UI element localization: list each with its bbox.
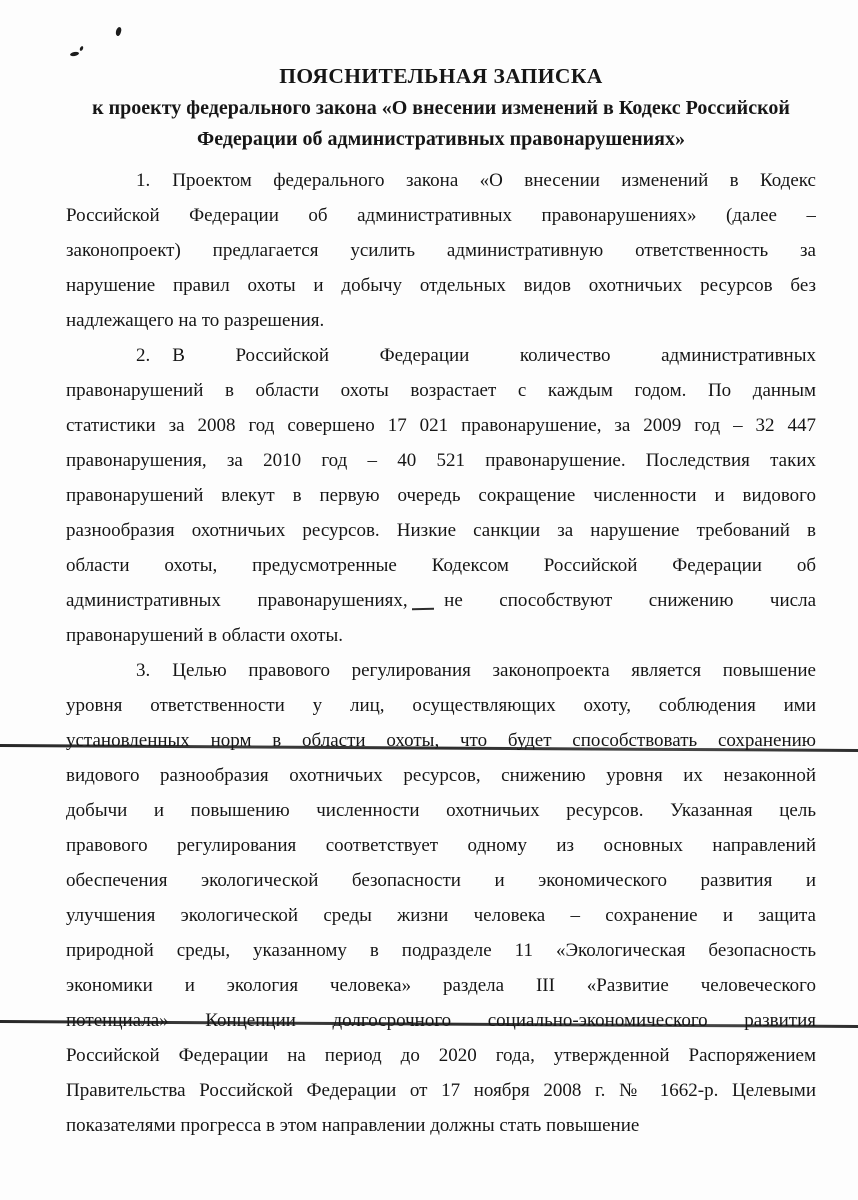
paragraph-line: установленных норм в области охоты, что будет способствовать сохранению [66, 730, 816, 751]
ink-mark-icon [79, 46, 84, 52]
paragraph-line-text: В Российской Федерации количество административных [172, 345, 816, 366]
document-subtitle [66, 93, 816, 155]
paragraph-line: потенциала» Концепции долгосрочного социально-экономического развития [66, 1010, 816, 1031]
paragraph-line: Российской Федерации на период до 2020 года, утвержденной Распоряжением [66, 1045, 816, 1066]
paragraph-line: разнообразия охотничьих ресурсов. Низкие санкции за нарушение требований в [66, 520, 816, 541]
document-header [66, 63, 816, 155]
paragraph-2 [66, 338, 816, 653]
paragraph-line-text: Проектом федерального закона «О внесении изменений в Кодекс [172, 170, 816, 191]
paragraph-line: экономики и экология человека» раздела III «Развитие человеческого [66, 975, 816, 996]
paragraph-number: 2. [136, 345, 151, 366]
paragraph-line-text: Целью правового регулирования законопроекта является повышение [172, 660, 816, 681]
document-subtitle-line2: Федерации об административных правонарушениях» [197, 128, 685, 150]
paragraph-line: надлежащего на то разрешения. [66, 310, 325, 331]
ink-mark-icon [115, 26, 123, 36]
paragraph-line: области охоты, предусмотренные Кодексом Российской Федерации об [66, 555, 816, 576]
paragraph-line: Российской Федерации об административных правонарушениях» (далее – [66, 205, 816, 226]
paragraph-line: правового регулирования соответствует одному из основных направлений [66, 835, 816, 856]
paragraph-line: улучшения экологической среды жизни человека – сохранение и защита [66, 905, 816, 926]
paragraph-line: природной среды, указанному в подразделе 11 «Экологическая безопасность [66, 940, 816, 961]
paragraph-line: законопроект) предлагается усилить административную ответственность за [66, 240, 816, 261]
paragraph-line [66, 338, 816, 373]
paragraph-line: обеспечения экологической безопасности и экономического развития и [66, 870, 816, 891]
document-body [66, 163, 816, 1143]
paragraph-line: добычи и повышению численности охотничьих ресурсов. Указанная цель [66, 800, 816, 821]
paragraph-line: административных правонарушениях, не способствуют снижению числа [66, 590, 816, 611]
document-subtitle-line1: к проекту федерального закона «О внесении изменений в Кодекс Российской [92, 97, 790, 119]
paragraph-line: Правительства Российской Федерации от 17 ноября 2008 г. № 1662-р. Целевыми [66, 1080, 816, 1101]
ink-mark-icon [70, 51, 80, 57]
paragraph-3 [66, 653, 816, 1143]
paragraph-line: правонарушения, за 2010 год – 40 521 правонарушение. Последствия таких [66, 450, 816, 471]
paragraph-line: нарушение правил охоты и добычу отдельных видов охотничьих ресурсов без [66, 275, 816, 296]
paragraph-line [66, 163, 816, 198]
document-title: ПОЯСНИТЕЛЬНАЯ ЗАПИСКА [279, 64, 603, 88]
paragraph-1 [66, 163, 816, 338]
paragraph-line [66, 653, 816, 688]
paragraph-line: правонарушений влекут в первую очередь сокращение численности и видового [66, 485, 816, 506]
paragraph-number: 1. [136, 170, 151, 191]
paragraph-line: статистики за 2008 год совершено 17 021 правонарушение, за 2009 год – 32 447 [66, 415, 816, 436]
paragraph-line: правонарушений в области охоты возрастает с каждым годом. По данным [66, 380, 816, 401]
paragraph-line: уровня ответственности у лиц, осуществляющих охоту, соблюдения ими [66, 695, 816, 716]
paragraph-line: правонарушений в области охоты. [66, 625, 343, 646]
paragraph-line: видового разнообразия охотничьих ресурсов, снижению уровня их незаконной [66, 765, 816, 786]
paragraph-line: показателями прогресса в этом направлении должны стать повышение [66, 1115, 640, 1136]
paragraph-number: 3. [136, 660, 151, 681]
